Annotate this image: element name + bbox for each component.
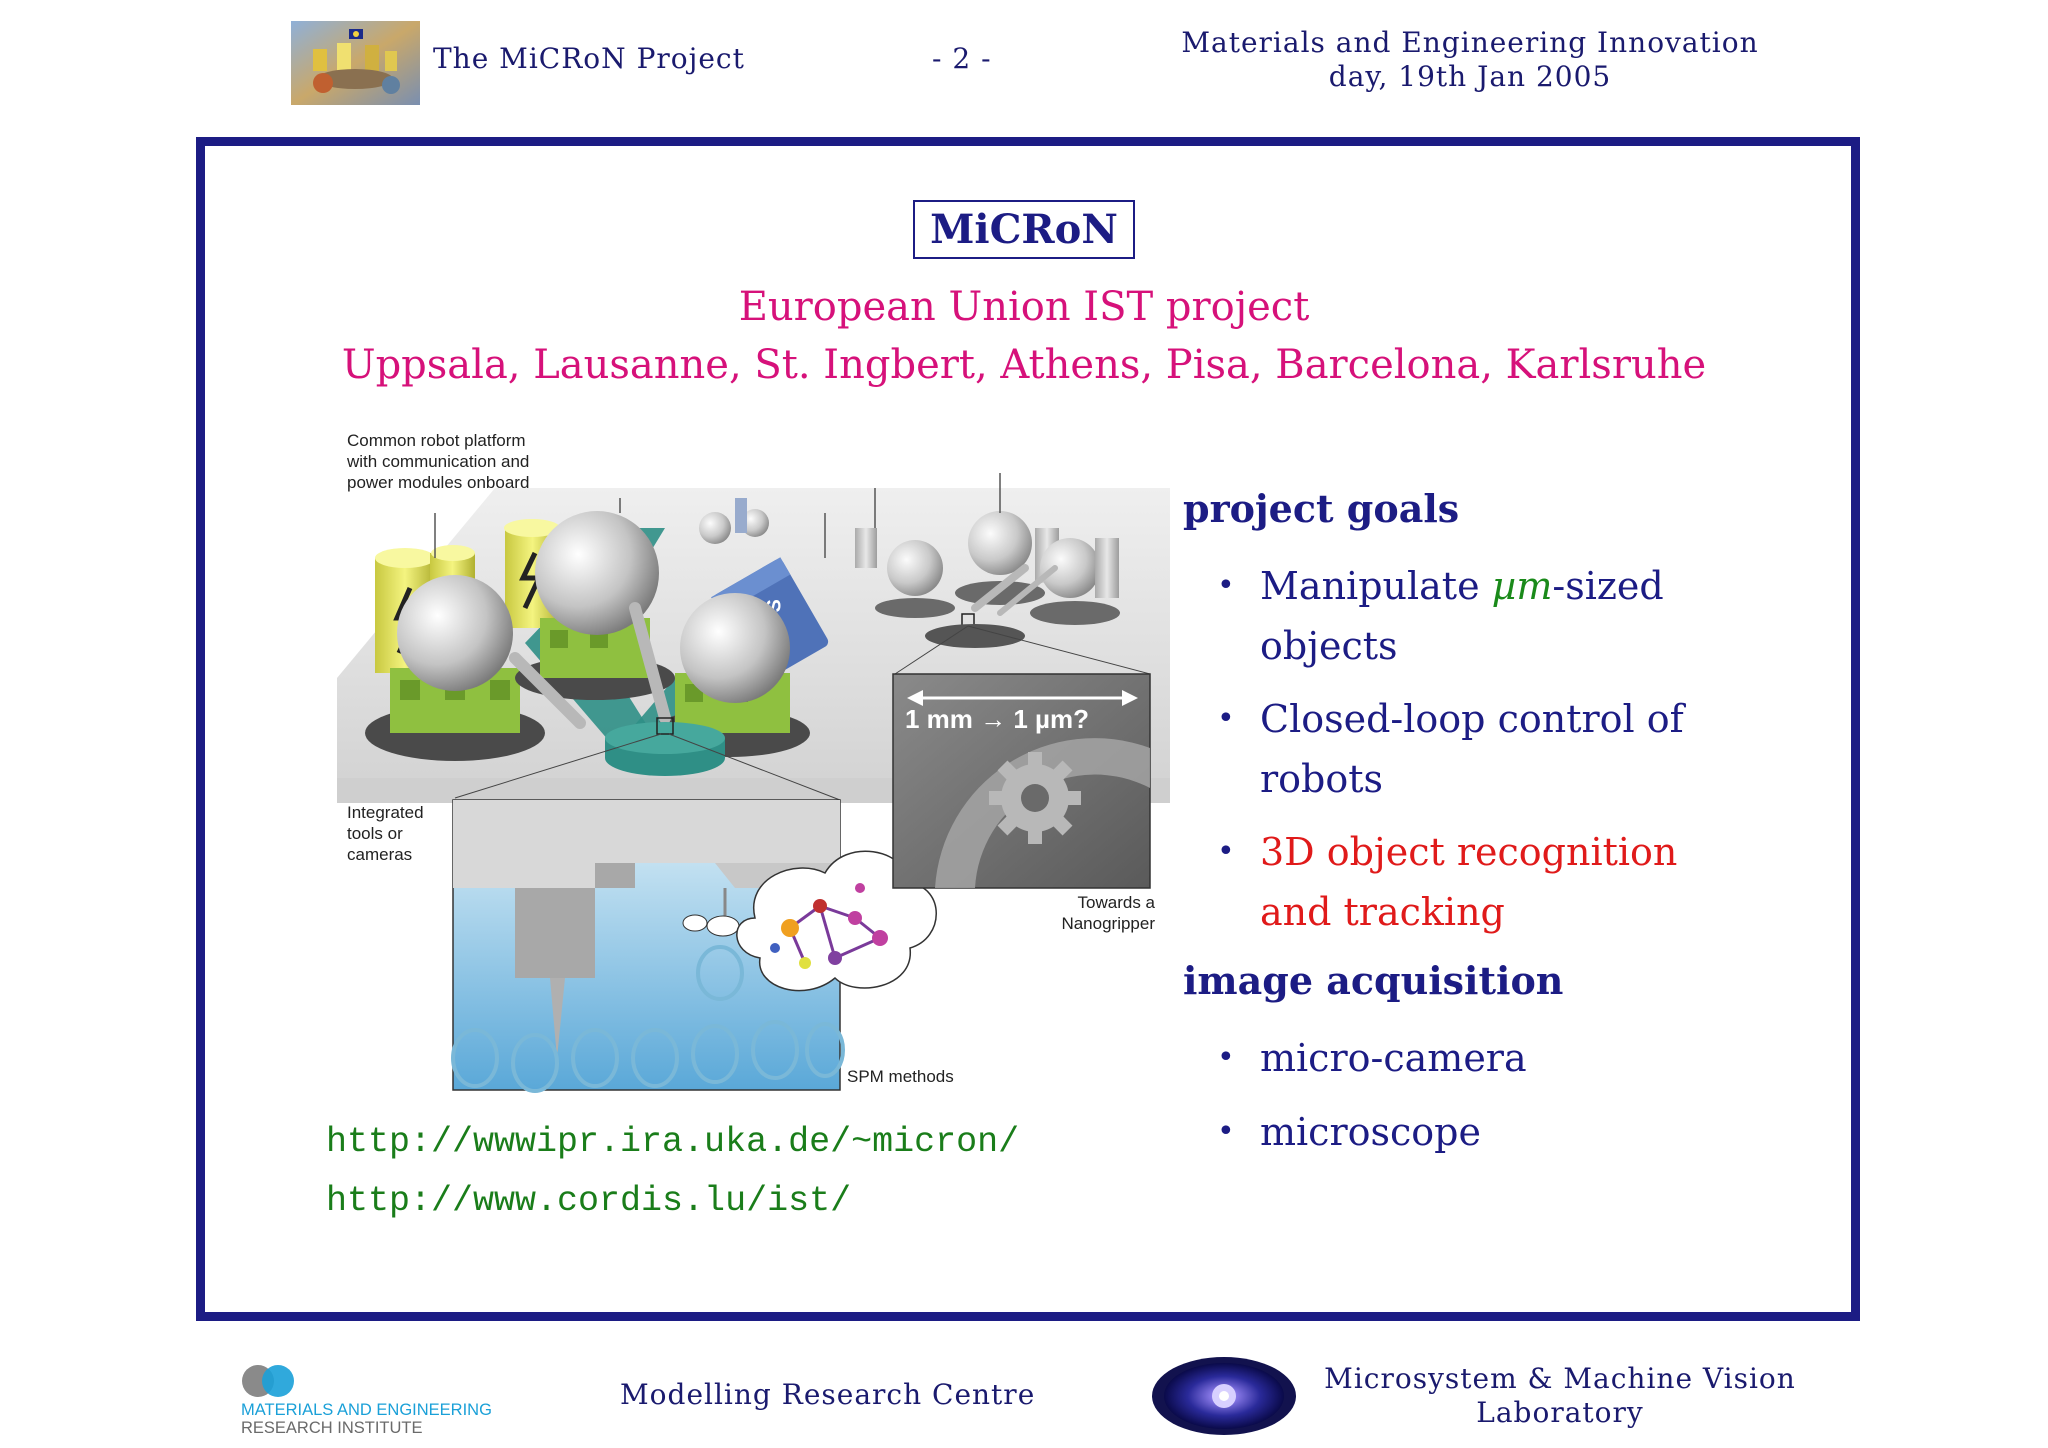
- micron-robots-logo-icon: [291, 21, 420, 105]
- slide-title: MiCRoN: [913, 200, 1135, 259]
- callout-nanogripper: Towards a Nanogripper: [1061, 893, 1155, 933]
- micron-robot-illustration: [335, 418, 1170, 1098]
- scale-label: 1 mm → 1 µm?: [905, 704, 1090, 734]
- page-number: - 2 -: [932, 42, 992, 75]
- header-event-line2: day, 19th Jan 2005: [1328, 60, 1612, 93]
- bullet-icon: •: [1217, 701, 1235, 736]
- link-micron-homepage[interactable]: http://wwwipr.ira.uka.de/~micron/: [326, 1122, 1020, 1162]
- acquisition-item-camera: • micro-camera: [1260, 1028, 1820, 1088]
- footer-centre: Modelling Research Centre: [620, 1378, 1036, 1411]
- link-cordis-ist[interactable]: http://www.cordis.lu/ist/: [326, 1181, 852, 1221]
- bullet-icon: •: [1217, 1114, 1235, 1149]
- goal-item-recognition: • 3D object recognition and tracking: [1260, 822, 1820, 942]
- header-event-line1: Materials and Engineering Innovation: [1181, 26, 1759, 59]
- bullet-icon: •: [1217, 568, 1235, 603]
- acquisition-heading: image acquisition: [1183, 958, 1564, 1003]
- slide-subtitle: European Union IST project: [738, 284, 1310, 330]
- materials-institute-logo: [241, 1360, 491, 1435]
- bullet-icon: •: [1217, 1040, 1235, 1075]
- footer-lab: [1310, 1362, 1810, 1430]
- callout-spm: SPM methods: [847, 1067, 954, 1086]
- goals-heading: project goals: [1183, 486, 1460, 531]
- callout-platform: Common robot platform with communication and power modules onboard: [347, 431, 530, 492]
- goal-item-manipulate: • Manipulate µm-sized objects: [1260, 556, 1820, 676]
- bullet-icon: •: [1217, 834, 1235, 869]
- footer-lab-line2: Laboratory: [1476, 1396, 1644, 1429]
- institute-name-line1: MATERIALS AND ENGINEERING: [241, 1401, 491, 1419]
- footer-lab-line1: Microsystem & Machine Vision: [1324, 1362, 1796, 1395]
- callout-tools: Integrated tools or cameras: [347, 803, 424, 864]
- header-project-title: The MiCRoN Project: [433, 42, 745, 75]
- acquisition-item-microscope: • microscope: [1260, 1102, 1820, 1162]
- header-event: [1150, 26, 1790, 94]
- partner-cities: Uppsala, Lausanne, St. Ingbert, Athens, Pisa, Barcelona, Karlsruhe: [341, 342, 1707, 388]
- eye-logo-icon: [1151, 1356, 1297, 1436]
- goal-item-closed-loop: • Closed-loop control of robots: [1260, 689, 1820, 809]
- institute-name-line2: RESEARCH INSTITUTE: [241, 1419, 423, 1435]
